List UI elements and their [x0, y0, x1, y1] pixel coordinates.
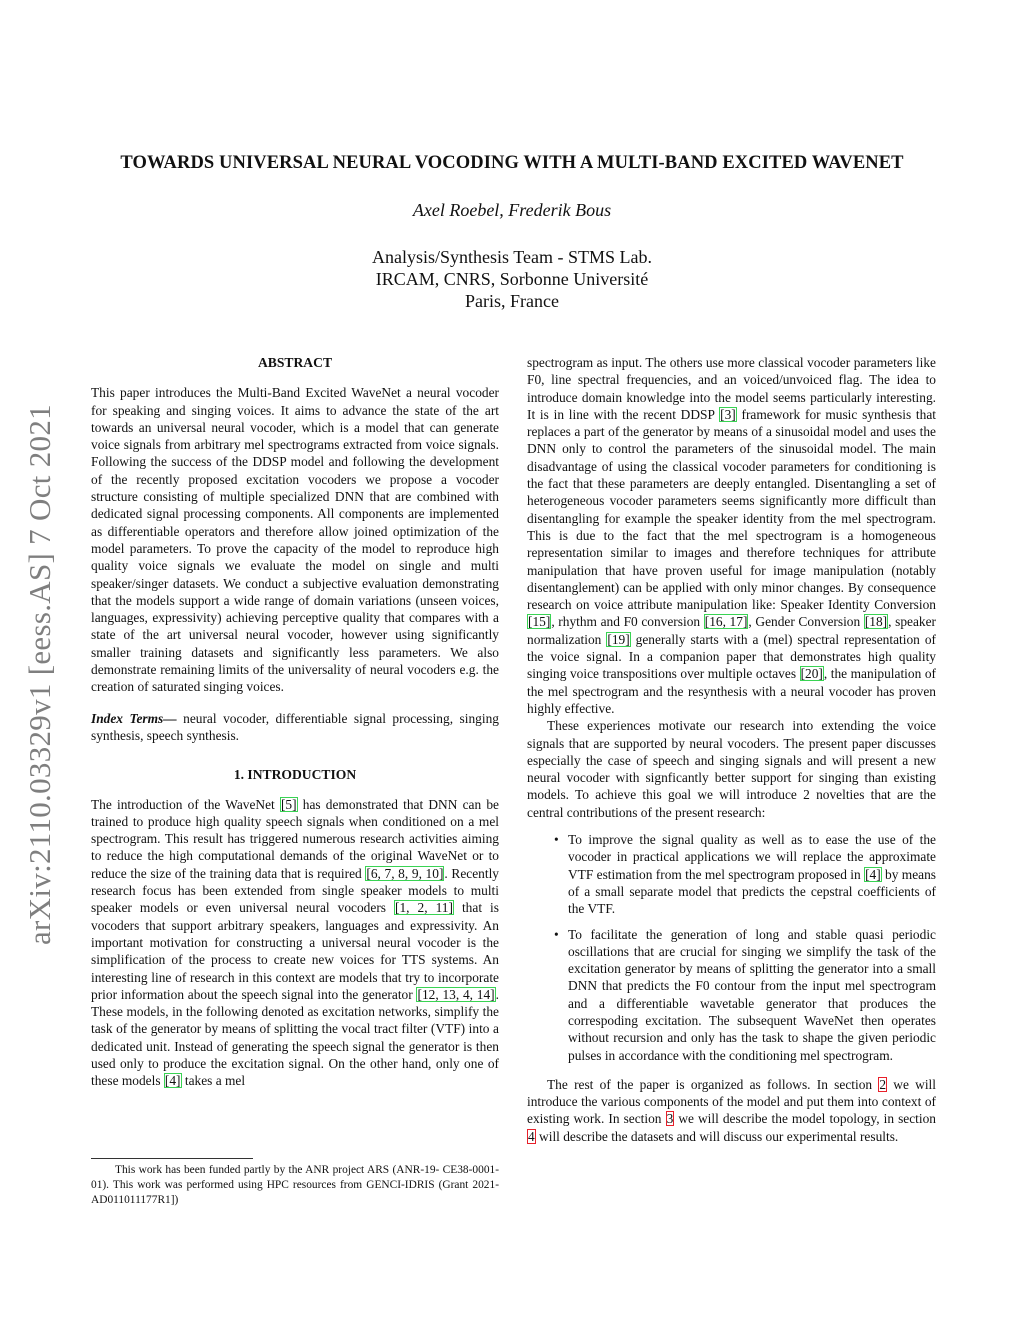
footnote-rule [91, 1158, 253, 1159]
arxiv-identifier: arXiv:2110.03329v1 [eess.AS] 7 Oct 2021 [22, 404, 57, 945]
index-terms [91, 710, 499, 745]
citation-link[interactable]: [12, 13, 4, 14] [417, 986, 495, 1002]
abstract-text: This paper introduces the Multi-Band Excited WaveNet a neural vocoder for speaking and singing voices. It aims to advance the state of the art towards an universal neural vocoder, which is a model that can generate voice signals from arbitrary mel spectrograms extracted from voice signals. Following the success of the DDSP model and following the development of the recently proposed excitation vocoders we propose a vocoder structure consisting of multiple specialized DNN that are combined with dedicated signal processing components. All components are implemented as differentiable operators and therefore allow joined optimization of the model parameters. To prove the capacity of the model to reproduce high quality voice signals we evaluate the model on single and multi speaker/singer datasets. We conduct a subjective evaluation demonstrating that the models support a wide range of domain variations (unseen voices, languages, expressivity) achieving perceptive quality that compares with a state of the art universal neural vocoder, however using significantly smaller training datasets and significantly less parameters. We also demonstrate remaining limits of the universality of neural vocoders e.g. the creation of saturated singing voices. [91, 385, 499, 695]
text-run: spectrogram as input. The others use more classical vocoder parameters like F0, line spectral frequencies, and an voiced/unvoiced flag. The idea to introduce domain knowledge into the model seems particularly interesting. It is in line with the recent DDSP [527, 355, 936, 422]
text-run: To facilitate the generation of long and stable quasi periodic oscillations that are crucial for singing we simplify the task of the excitation generator by means of splitting the generator into a small DNN that predicts the F0 contour from the input mel spectrogram and a differentiable wavetable generator that produces the correspoding excitation. The subsequent WaveNet then operates without recursion and only has the task to shape the given periodic pulses in accordance with the conditioning mel spectrogram. [568, 926, 936, 1063]
text-run: , speaker normalization [527, 614, 936, 647]
intro-paragraph-1 [91, 796, 499, 1090]
text-run: we will describe the model topology, in section [674, 1111, 936, 1127]
affiliation-line-1: Analysis/Synthesis Team - STMS Lab. [372, 247, 652, 267]
citation-link[interactable]: [19] [607, 631, 630, 647]
text-run: we will introduce the various components of the model and put them into context of existing work. In section [527, 1076, 937, 1127]
citation-link[interactable]: [16, 17] [704, 614, 748, 630]
text-run: . These models, in the following denoted as excitation networks, simplify the task of the generator by means of splitting the vocal tract filter (VTF) into a dedicated unit. Instead of generating the speech signal the generator is then used only to produce the excitation signal. On the other hand, only one of these models [91, 986, 499, 1089]
section-link[interactable]: 2 [879, 1076, 887, 1092]
section-link[interactable]: 4 [528, 1128, 535, 1144]
text-run: . Recently research focus has been extended from single speaker models to multi speaker models or even universal neural vocoders [91, 865, 499, 916]
text-run: that is vocoders that support arbitrary speakers, languages and expressivity. An important motivation for constructing a universal neural vocoder is the simplification of the process to create new voices for TTS systems. An interesting line of research in this context are models that try to incorporate prior information about the speech signal into the generator [91, 900, 499, 1002]
citation-link[interactable]: [4] [865, 866, 881, 882]
right-paragraph-2: These experiences motivate our research into extending the voice signals that are supported by neural vocoders. The present paper discusses especially the case of speech and singing signals and will present a new neural vocoder with signficantly better support for singing than existing models. To achieve this goal we will introduce 2 novelties that are the central contributions of the present research: [527, 718, 936, 820]
paper-title: TOWARDS UNIVERSAL NEURAL VOCODING WITH A MULTI-BAND EXCITED WAVENET [120, 153, 904, 173]
citation-link[interactable]: [6, 7, 8, 9, 10] [366, 865, 444, 881]
introduction-heading: 1. INTRODUCTION [233, 767, 357, 783]
abstract-heading: ABSTRACT [257, 355, 333, 370]
citation-link[interactable]: [1, 2, 11] [395, 900, 453, 916]
text-run: , the manipulation of the mel spectrogram and the resynthesis with a neural vocoder has proven highly effective. [527, 666, 936, 716]
text-run: will describe the datasets and will discuss our experimental results. [535, 1128, 899, 1144]
left-column [91, 354, 499, 1090]
text-run: The introduction of the WaveNet [91, 796, 280, 812]
citation-link[interactable]: [4] [164, 1073, 181, 1089]
contribution-list [527, 831, 936, 1064]
citation-link[interactable]: [15] [528, 614, 551, 630]
text-run: takes a mel [181, 1073, 246, 1089]
bullet-icon: • [554, 926, 559, 942]
right-paragraph-3 [527, 1076, 936, 1145]
text-run: by means of a small separate model that predicts the cepstral coefficients of the VTF. [568, 866, 936, 917]
affiliation-line-2: IRCAM, CNRS, Sorbonne Université [375, 269, 649, 289]
text-run: To improve the signal quality as well as to ease the use of the vocoder in practical applications we will replace the approximate VTF estimation from the mel spectrogram proposed in [568, 832, 936, 882]
right-paragraph-1 [527, 354, 936, 717]
affiliation [60, 246, 964, 312]
text-run: , rhythm and F0 conversion [551, 614, 704, 630]
citation-link[interactable]: [5] [280, 796, 297, 812]
citation-link[interactable]: [20] [800, 666, 823, 682]
text-run: , Gender Conversion [748, 614, 864, 630]
affiliation-line-3: Paris, France [465, 291, 559, 311]
text-run: has demonstrated that DNN can be trained to produce high quality speech signals when conditioned on a mel spectrogram. This result has triggered numerous research activities aiming to reduce the high computational demands of the original WaveNet or to reduce the size of the training data that is required [91, 796, 499, 881]
contribution-item-1 [527, 831, 936, 917]
contribution-item-2 [527, 926, 936, 1064]
citation-link[interactable]: [3] [720, 406, 736, 422]
paper-authors: Axel Roebel, Frederik Bous [412, 200, 612, 220]
text-run: The rest of the paper is organized as follows. In section [547, 1076, 879, 1092]
text-run: framework for music synthesis that replaces a part of the generator by means of a sinusoidal model and uses the DNN only to control the parameters of the sinusoidal model. The main disadvantage of using the classical vocoder parameters for conditioning is the fact that these parameters are deeply entangled. Disentangling a set of heterogeneous vocoder parameters seems significantly more difficult than disentangling for example the speaker identity from the mel spectrogram. This is due to the fact that the mel spectrogram is a homogeneous representation similar to images and therefore techniques for attribute manipulation that have proven useful for image manipulation (notably disentanglement) can be applied with only minor changes. By consequence research on voice attribute manipulation like: Speaker Identity Conversion [527, 406, 936, 613]
text-run: generally starts with a (mel) spectral representation of the voice signal. In a companion paper that demonstrates high quality singing voice transpositions over multiple octaves [527, 631, 937, 682]
bullet-icon: • [554, 832, 559, 848]
footnote: This work has been funded partly by the ANR project ARS (ANR-19- CE38-0001-01). This work was performed using HPC resources from GENCI-IDRIS (Grant 2021-AD011011177R1]) [91, 1164, 499, 1207]
index-terms-text: neural vocoder, differentiable signal processing, singing synthesis, speech synthesis. [91, 710, 499, 743]
section-link[interactable]: 3 [666, 1111, 674, 1127]
citation-link[interactable]: [18] [864, 614, 888, 630]
right-column [527, 354, 936, 1145]
index-terms-label: Index Terms— [91, 710, 177, 726]
